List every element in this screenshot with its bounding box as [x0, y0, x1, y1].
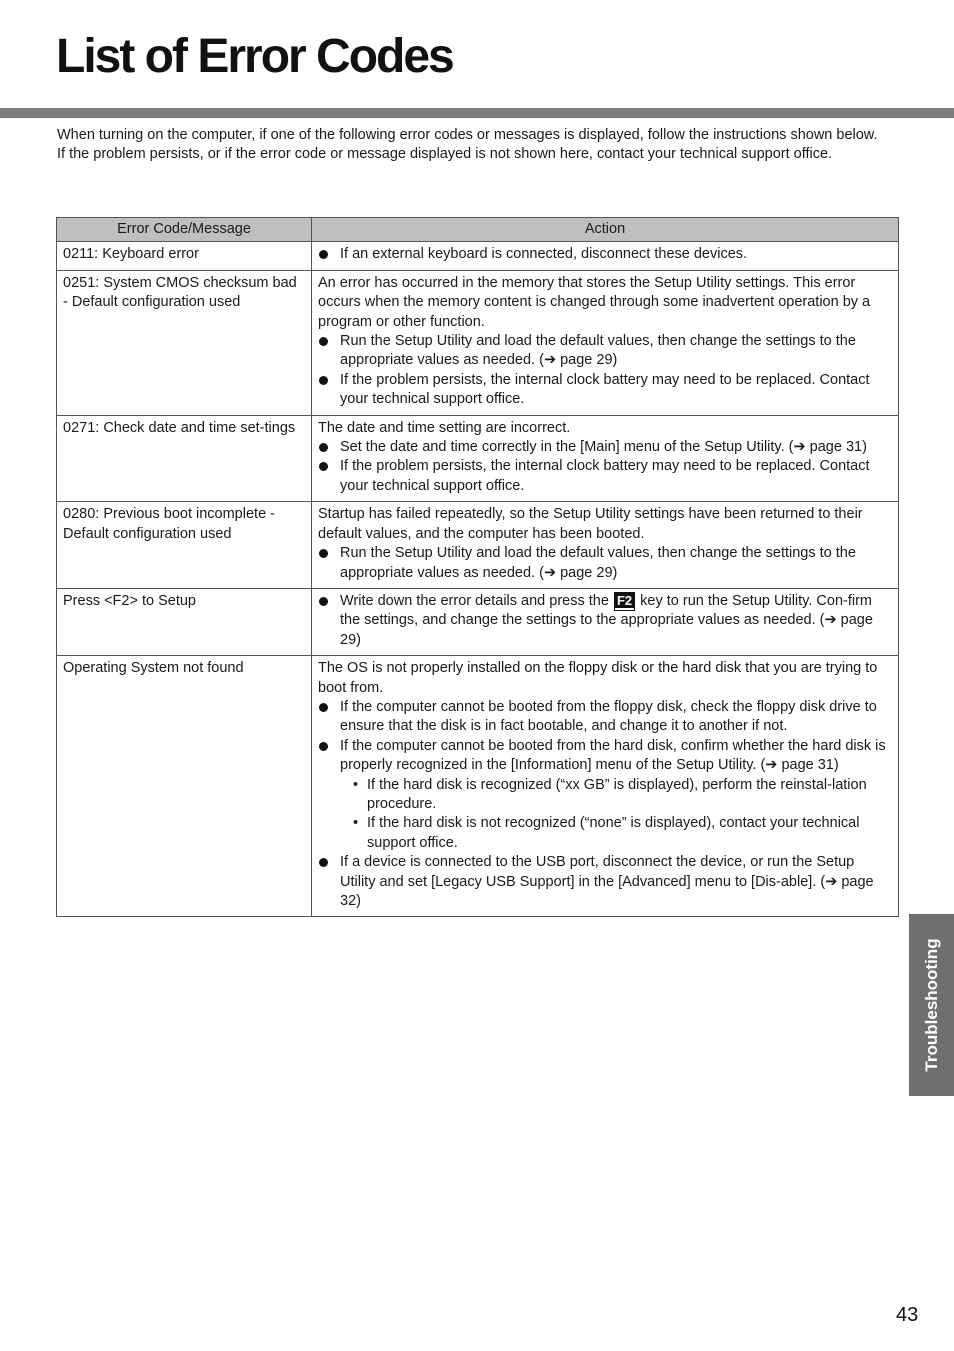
- error-code-cell: 0251: System CMOS checksum bad - Default configuration used: [57, 270, 312, 415]
- action-cell: [312, 502, 899, 589]
- bullet-item: If the problem persists, the internal clock battery may need to be replaced. Contact your technical support office.: [318, 457, 892, 496]
- action-description: The OS is not properly installed on the floppy disk or the hard disk that you are trying to boot from.: [318, 660, 878, 696]
- intro-paragraph: When turning on the computer, if one of the following error codes or messages is displayed, follow the instructions shown below.: [57, 127, 878, 143]
- table-row: [57, 270, 899, 415]
- bullet-item: If the problem persists, the internal clock battery may need to be replaced. Contact your technical support office.: [318, 371, 892, 410]
- error-code-cell: Operating System not found: [57, 656, 312, 917]
- error-code-cell: Press <F2> to Setup: [57, 588, 312, 655]
- error-code-cell: 0280: Previous boot incomplete - Default configuration used: [57, 502, 312, 589]
- bullet-text: Write down the error details and press the: [340, 592, 609, 609]
- intro-paragraph: If the problem persists, or if the error code or message displayed is not shown here, contact your technical support office.: [57, 146, 833, 163]
- sub-bullet-list: [340, 776, 892, 854]
- bullet-item: Set the date and time correctly in the [Main] menu of the Setup Utility. (➔ page 31): [318, 438, 892, 457]
- bullet-text: If the computer cannot be booted from the hard disk, confirm whether the hard disk is properly recognized in the [Information] menu of the Setup Utility. (➔ page 31): [340, 737, 886, 774]
- f2-key-icon: F2: [616, 592, 633, 608]
- bullet-item: If an external keyboard is connected, disconnect these devices.: [318, 245, 892, 264]
- page-title: List of Error Codes: [56, 30, 453, 83]
- bullet-text: key to run the Setup Utility. Con-firm the settings, and change the settings to the appropriate values as needed. (➔ page 29): [340, 592, 873, 648]
- bullet-item: Run the Setup Utility and load the default values, then change the settings to the appropriate values as needed. (➔ page 29): [318, 332, 892, 371]
- table-row: [57, 588, 899, 655]
- action-cell: [312, 242, 899, 270]
- side-tab-label: Troubleshooting: [921, 938, 941, 1072]
- bullet-list: [318, 698, 892, 911]
- bullet-list: [318, 332, 892, 410]
- bullet-list: [318, 544, 892, 583]
- bullet-list: [318, 592, 892, 650]
- bullet-list: [318, 245, 892, 264]
- action-cell: [312, 415, 899, 502]
- bullet-item: [318, 737, 892, 853]
- action-description: An error has occurred in the memory that stores the Setup Utility settings. This error occurs when the memory content is changed through some inadvertent operation by a program or other function.: [318, 274, 871, 330]
- table-header-row: [57, 218, 899, 242]
- bullet-item: If a device is connected to the USB port, disconnect the device, or run the Setup Utility and set [Legacy USB Support] in the [Advanced] menu to [Dis-able]. (➔ page 32): [318, 853, 892, 911]
- bullet-item: [318, 592, 892, 650]
- sub-bullet-item: • If the hard disk is not recognized (“none” is displayed), contact your technical support office.: [340, 814, 892, 853]
- error-code-cell: 0271: Check date and time set-tings: [57, 415, 312, 502]
- action-description: The date and time setting are incorrect.: [318, 419, 571, 436]
- sub-bullet-item: • If the hard disk is recognized (“xx GB” is displayed), perform the reinstal-lation procedure.: [340, 776, 892, 815]
- bullet-item: If the computer cannot be booted from the floppy disk, check the floppy disk drive to ensure that the disk is in fact bootable, and change it to another if not.: [318, 698, 892, 737]
- header-error-code: Error Code/Message: [57, 218, 312, 242]
- action-cell: [312, 588, 899, 655]
- table-row: [57, 415, 899, 502]
- action-description: Startup has failed repeatedly, so the Setup Utility settings have been returned to their default values, and the computer has been booted.: [318, 506, 863, 542]
- bullet-list: [318, 438, 892, 496]
- header-action: Action: [312, 218, 899, 242]
- error-codes-table: [56, 217, 899, 917]
- page-number: 43: [896, 1304, 919, 1326]
- section-side-tab: [909, 914, 954, 1096]
- action-cell: [312, 656, 899, 917]
- table-row: [57, 242, 899, 270]
- title-rule: [0, 108, 954, 118]
- error-code-cell: 0211: Keyboard error: [57, 242, 312, 270]
- bullet-item: Run the Setup Utility and load the default values, then change the settings to the appropriate values as needed. (➔ page 29): [318, 544, 892, 583]
- table-row: [57, 502, 899, 589]
- intro-text: [57, 126, 887, 165]
- action-cell: [312, 270, 899, 415]
- table-row: [57, 656, 899, 917]
